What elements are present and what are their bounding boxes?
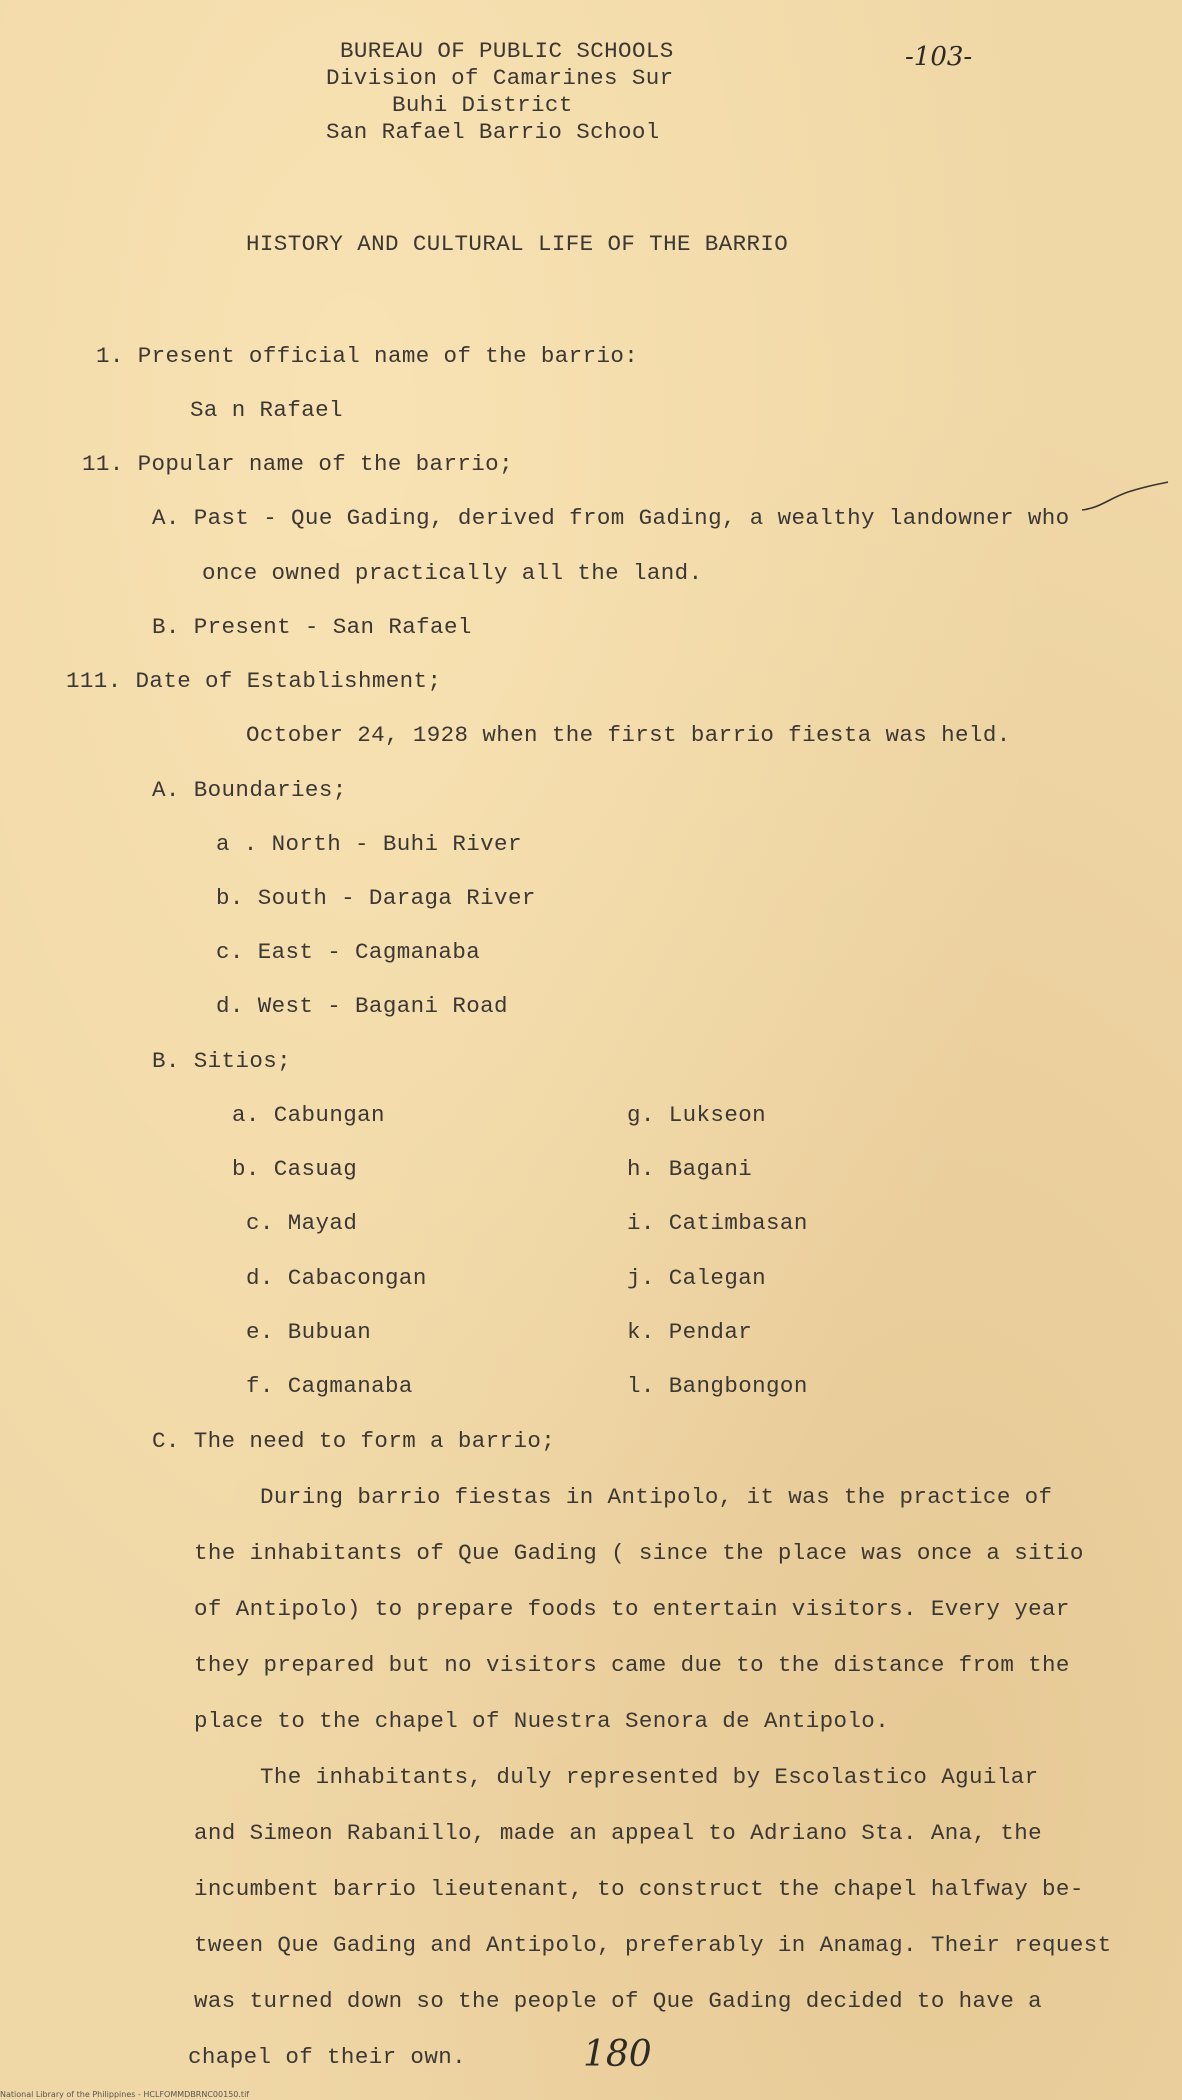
section-3-date: October 24, 1928 when the first barrio fiesta was held. bbox=[246, 722, 1011, 748]
need-heading: C. The need to form a barrio; bbox=[152, 1428, 556, 1454]
boundaries-heading: A. Boundaries; bbox=[152, 777, 347, 803]
header-bureau: BUREAU OF PUBLIC SCHOOLS bbox=[340, 38, 674, 64]
section-1-answer: Sa n Rafael bbox=[190, 397, 343, 423]
boundary-east: c. East - Cagmanaba bbox=[216, 939, 481, 965]
header-school: San Rafael Barrio School bbox=[326, 119, 660, 145]
sitio-right: i. Catimbasan bbox=[627, 1210, 808, 1236]
sitio-right: k. Pendar bbox=[627, 1319, 753, 1345]
paragraph-2-line: was turned down so the people of Que Gading decided to have a bbox=[194, 1988, 1043, 2014]
sitio-left: d. Cabacongan bbox=[246, 1265, 427, 1291]
header-division: Division of Camarines Sur bbox=[326, 65, 674, 91]
sitio-left: b. Casuag bbox=[232, 1156, 358, 1182]
sitio-left: a. Cabungan bbox=[232, 1102, 385, 1128]
boundary-north: a . North - Buhi River bbox=[216, 831, 522, 857]
section-2-past-line2: once owned practically all the land. bbox=[202, 560, 703, 586]
sitio-right: j. Calegan bbox=[627, 1265, 767, 1291]
paragraph-1-line: the inhabitants of Que Gading ( since the place was once a sitio bbox=[194, 1540, 1084, 1566]
paragraph-2-line: chapel of their own. bbox=[188, 2044, 467, 2070]
sitio-left: f. Cagmanaba bbox=[246, 1373, 413, 1399]
paragraph-2-line: and Simeon Rabanillo, made an appeal to Adriano Sta. Ana, the bbox=[194, 1820, 1043, 1846]
paragraph-1-line: During barrio fiestas in Antipolo, it was the practice of bbox=[260, 1484, 1053, 1510]
section-3-heading: 111. Date of Establishment; bbox=[66, 668, 442, 694]
margin-scribble bbox=[1080, 480, 1170, 520]
sitio-left: e. Bubuan bbox=[246, 1319, 372, 1345]
sitio-right: g. Lukseon bbox=[627, 1102, 767, 1128]
page-title: HISTORY AND CULTURAL LIFE OF THE BARRIO bbox=[246, 231, 789, 257]
library-footer: National Library of the Philippines - HCLFOMMDBRNC00150.tif bbox=[0, 2090, 250, 2099]
header-district: Buhi District bbox=[392, 92, 573, 118]
section-2-heading: 11. Popular name of the barrio; bbox=[82, 451, 513, 477]
handwritten-folio-number: 180 bbox=[583, 2034, 652, 2075]
paragraph-2-line: incumbent barrio lieutenant, to construct the chapel halfway be- bbox=[194, 1876, 1084, 1902]
section-2-present: B. Present - San Rafael bbox=[152, 614, 472, 640]
paragraph-2-line: tween Que Gading and Antipolo, preferably in Anamag. Their request bbox=[194, 1932, 1112, 1958]
section-1-heading: 1. Present official name of the barrio: bbox=[96, 343, 639, 369]
sitios-heading: B. Sitios; bbox=[152, 1048, 292, 1074]
sitio-right: h. Bagani bbox=[627, 1156, 753, 1182]
boundary-west: d. West - Bagani Road bbox=[216, 993, 508, 1019]
paragraph-1-line: place to the chapel of Nuestra Senora de Antipolo. bbox=[194, 1708, 890, 1734]
page-number: -103- bbox=[905, 42, 973, 72]
paragraph-1-line: they prepared but no visitors came due to the distance from the bbox=[194, 1652, 1070, 1678]
paragraph-2-line: The inhabitants, duly represented by Escolastico Aguilar bbox=[260, 1764, 1039, 1790]
boundary-south: b. South - Daraga River bbox=[216, 885, 536, 911]
sitio-right: l. Bangbongon bbox=[627, 1373, 808, 1399]
paragraph-1-line: of Antipolo) to prepare foods to entertain visitors. Every year bbox=[194, 1596, 1070, 1622]
section-2-past-line1: A. Past - Que Gading, derived from Gading, a wealthy landowner who bbox=[152, 505, 1070, 531]
sitio-left: c. Mayad bbox=[246, 1210, 358, 1236]
